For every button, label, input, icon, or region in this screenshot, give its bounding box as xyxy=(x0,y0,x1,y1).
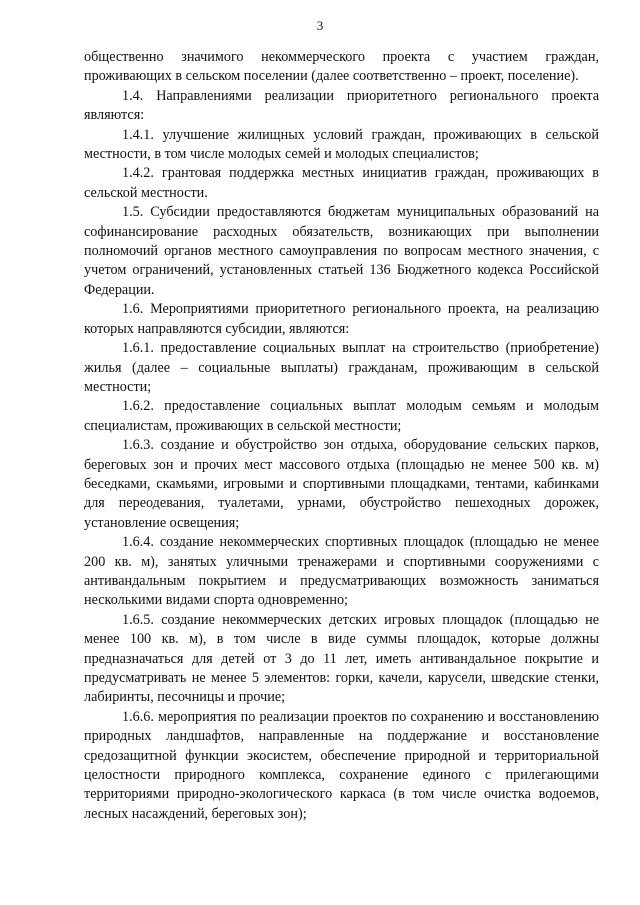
paragraph: 1.5. Субсидии предоставляются бюджетам муниципальных образований на софинансирование расходных обязательств, возникающих при выполнении полномочий органов местного самоуправления по вопросам местного значения, с учетом ограничений, установленных статьей 136 Бюджетного кодекса Российской Федерации. xyxy=(84,204,599,298)
document-body xyxy=(84,48,599,824)
paragraph: общественно значимого некоммерческого проекта с участием граждан, проживающих в сельском поселении (далее соответственно – проект, поселение). xyxy=(84,49,599,85)
paragraph: 1.4. Направлениями реализации приоритетного регионального проекта являются: xyxy=(84,87,599,124)
paragraph: 1.6.2. предоставление социальных выплат молодым семьям и молодым специалистам, проживающих в сельской местности; xyxy=(84,398,599,434)
paragraph: 1.6.5. создание некоммерческих детских игровых площадок (площадью не менее 100 кв. м), в том числе в виде суммы площадок, которые должны предназначаться для детей от 3 до 11 лет, иметь антивандальное покрытие и предусматривать не менее 5 элементов: горки, качели, карусели, шведские стенки, лабиринты, песочницы и прочие; xyxy=(84,611,599,706)
paragraph: 1.6.3. создание и обустройство зон отдыха, оборудование сельских парков, береговых зон и прочих мест массового отдыха (площадью не менее 500 кв. м) беседками, скамьями, игровыми и спортивными площадками, тентами, кабинками для переодевания, туалетами, урнами, обустройство пешеходных дорожек, установление освещения; xyxy=(84,437,599,531)
paragraph: 1.4.1. улучшение жилищных условий граждан, проживающих в сельской местности, в том числе молодых семей и молодых специалистов; xyxy=(84,126,599,163)
paragraph: 1.4.2. грантовая поддержка местных инициатив граждан, проживающих в сельской местности. xyxy=(84,165,599,201)
paragraph: 1.6.4. создание некоммерческих спортивных площадок (площадью не менее 200 кв. м), занятых уличными тренажерами и спортивными сооружениями с антивандальным покрытием и предусматривающих возможность заниматься несколькими видами спорта одновременно; xyxy=(84,534,599,609)
paragraph: 1.6.6. мероприятия по реализации проектов по сохранению и восстановлению природных ландшафтов, направленные на поддержание и восстановление средозащитной функции экосистем, обеспечение природной и территориальной целостности природного комплекса, сохранение единого с прилегающими территориями природно-экологического каркаса (в том числе очистка водоемов, лесных насаждений, береговых зон); xyxy=(84,708,599,822)
paragraph: 1.6. Мероприятиями приоритетного регионального проекта, на реализацию которых направляются субсидии, являются: xyxy=(84,301,599,337)
page-number: 3 xyxy=(316,18,324,33)
paragraph: 1.6.1. предоставление социальных выплат на строительство (приобретение) жилья (далее – социальные выплаты) гражданам, проживающим в сельской местности; xyxy=(84,340,599,395)
